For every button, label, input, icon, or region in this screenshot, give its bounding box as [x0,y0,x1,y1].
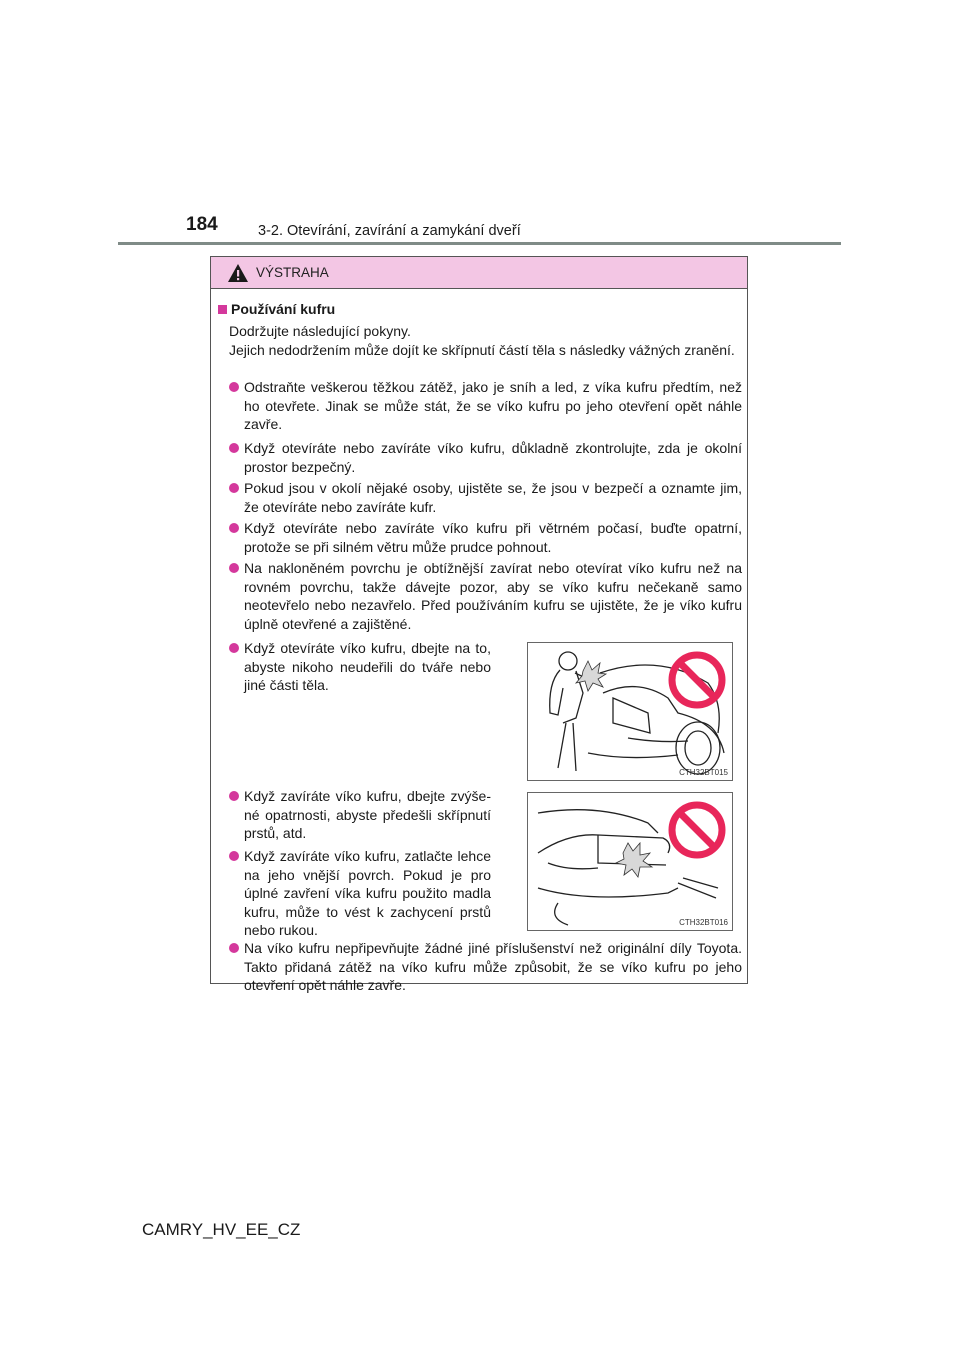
bullet-text: Když otevíráte nebo zavíráte víko kufru při větrném počasí, buďte opatrní, protože se při silném větru může prudce pohnout. [244,520,742,555]
list-item [229,439,742,476]
prohibition-icon [668,801,726,859]
figure-code: CTH32BT015 [679,768,728,777]
list-item [229,847,491,940]
round-bullet-icon [229,943,239,953]
warning-box [210,256,748,993]
bullet-text: Když otevíráte nebo zavíráte víko kufru, důkladně zkontrolujte, zda je okolní prostor bezpečný. [244,440,742,475]
footer-model-code: CAMRY_HV_EE_CZ [142,1220,301,1239]
round-bullet-icon [229,382,239,392]
prohibition-icon [668,651,726,709]
bullet-text: Na víko kufru nepřipevňujte žádné jiné příslušenství než originální díly Toyota. Takto přidaná zátěž na víko kufru může způsobit, že se víko kufru po jeho otevření opět náhle zavře. [244,940,742,993]
round-bullet-icon [229,791,239,801]
header-rule [118,242,841,245]
warning-header [211,257,747,289]
impact-burst-icon [616,843,652,877]
list-item [229,559,742,633]
bullet-text: Když zavíráte víko kufru, zatlačte lehce na jeho vnější povrch. Pokud je pro úplné zavření víka kufru použito madla kufru, může to vést k zachycení prstů nebo rukou. [244,848,491,938]
illustration-closing-trunk [527,792,733,931]
bullet-text: Když zavíráte víko kufru, dbejte zvýše-né opatrnosti, abyste předešli skřípnutí prstů, atd. [244,788,491,841]
round-bullet-icon [229,563,239,573]
square-bullet-icon [218,305,227,314]
page-number: 184 [186,214,218,235]
list-item [229,479,742,516]
round-bullet-icon [229,443,239,453]
round-bullet-icon [229,643,239,653]
round-bullet-icon [229,851,239,861]
illustration-opening-trunk [527,642,733,781]
intro-line-2: Jejich nedodržením může dojít ke skřípnutí částí těla s následky vážných zranění. [229,341,735,358]
list-item [229,378,742,434]
bullet-text: Pokud jsou v okolí nějaké osoby, ujistěte se, že jsou v bezpečí a oznamte jim, že otevíráte nebo zavíráte kufr. [244,480,742,515]
bullet-text: Odstraňte veškerou těžkou zátěž, jako je sníh a led, z víka kufru předtím, než ho otevřete. Jinak se může stát, že se víko kufru po jeho otevření opět náhle zavře. [244,379,742,432]
bullet-text: Na nakloněném povrchu je obtížnější zavírat nebo otevírat víko kufru než na rovném povrchu, takže dávejte pozor, aby se víko kufru nečekaně samo neotevřelo nebo nezavřelo. Před používáním kufru se ujistěte, že je víko kufru úplně otevřené a zajištěné. [244,560,742,632]
list-item [229,939,742,995]
list-item [229,639,491,695]
intro-text [229,322,741,359]
intro-line-1: Dodržujte následující pokyny. [229,323,411,339]
figure-code: CTH32BT016 [679,918,728,927]
section-title: 3-2. Otevírání, zavírání a zamykání dveří [258,223,521,239]
bullet-text: Když otevíráte víko kufru, dbejte na to, abyste nikoho neudeřili do tváře nebo jiné části těla. [244,640,491,693]
list-item [229,787,491,843]
warning-triangle-icon [227,263,249,283]
warning-label: VÝSTRAHA [256,265,329,280]
section-heading [218,301,335,317]
list-item [229,519,742,556]
heading-text: Používání kufru [231,301,336,317]
round-bullet-icon [229,523,239,533]
round-bullet-icon [229,483,239,493]
